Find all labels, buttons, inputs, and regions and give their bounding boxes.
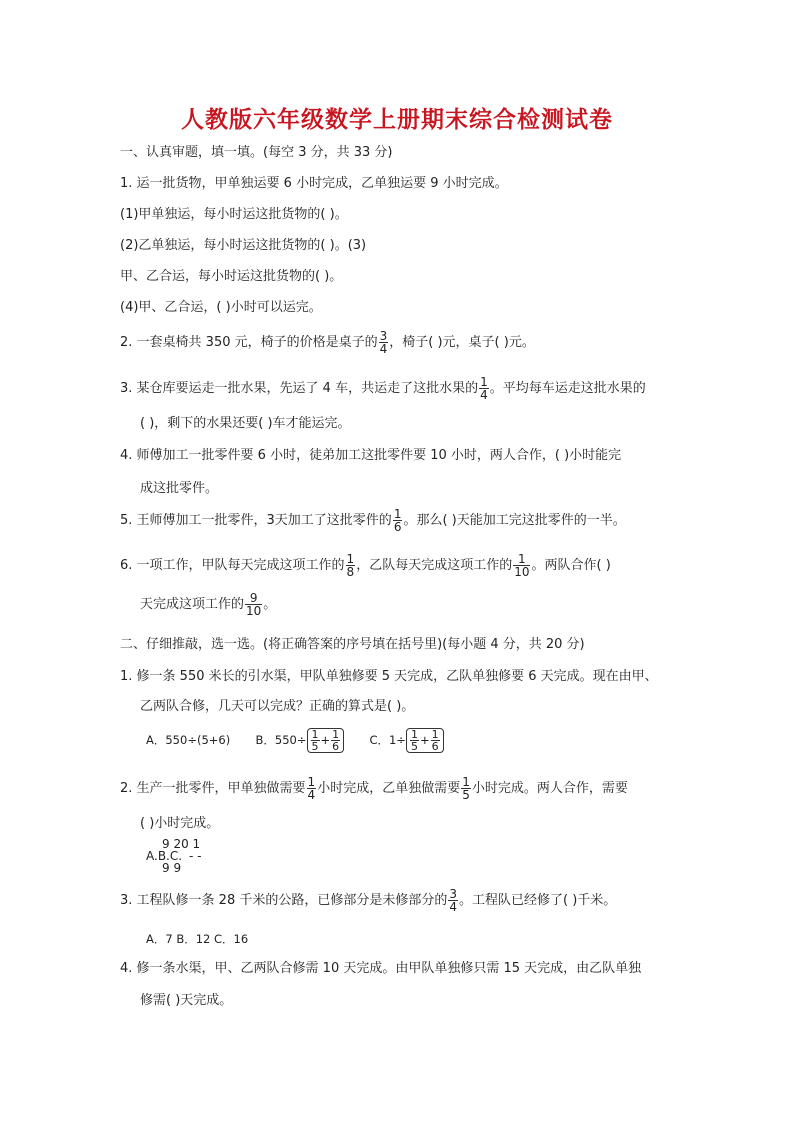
q6-text-post: 。两队合作( ) <box>531 558 611 573</box>
option-b-bracket <box>307 728 345 753</box>
q4-line1: 4. 师傅加工一批零件要 6 小时，徒弟加工这批零件要 10 小时，两人合作，( )小时能完 <box>120 448 622 463</box>
s2-q3-text-post: 。工程队已经修了( )千米。 <box>458 893 617 908</box>
fraction <box>461 776 471 801</box>
numerator: 1 <box>307 775 316 789</box>
s2-q2-text-mid: 小时完成，乙单独做需要 <box>317 781 461 796</box>
denominator: 10 <box>246 604 262 618</box>
s2-q3-options: A．7 B．12 C．16 <box>146 932 249 946</box>
fraction <box>410 729 419 752</box>
q3-line1 <box>120 376 646 401</box>
s2-q2-text-post: 小时完成。两人合作，需要 <box>471 781 628 796</box>
q6-line2-post: 。 <box>263 597 277 612</box>
numerator: 1 <box>346 552 355 566</box>
denominator: 5 <box>311 740 319 753</box>
fraction <box>311 729 320 752</box>
q5-text-pre: 5. 王师傅加工一批零件，3天加工了这批零件的 <box>120 513 392 528</box>
s2-q2-options-top: 9 20 1 <box>162 837 201 851</box>
fraction <box>307 776 317 801</box>
q6-text-mid: ，乙队每天完成这项工作的 <box>356 558 513 573</box>
q6-line1 <box>120 553 611 578</box>
q2-line <box>120 330 535 355</box>
q6-line2 <box>140 592 276 617</box>
denominator: 10 <box>514 565 530 579</box>
numerator: 1 <box>480 375 488 389</box>
s2-q3-text-pre: 3. 工程队修一条 28 千米的公路，已修部分是未修部分的 <box>120 893 448 908</box>
numerator: 1 <box>311 728 319 741</box>
fraction <box>513 553 530 578</box>
q4-line2: 成这批零件。 <box>140 481 219 496</box>
q1-part4: (4)甲、乙合运，( )小时可以运完。 <box>120 300 322 315</box>
numerator: 1 <box>518 552 526 566</box>
denominator: 4 <box>480 388 488 402</box>
s2-q4-line2: 修需( )天完成。 <box>140 993 233 1008</box>
option-b-prefix: B．550÷ <box>255 733 307 747</box>
denominator: 4 <box>379 342 388 356</box>
numerator: 3 <box>449 887 457 901</box>
q3-text-post: 。平均每车运走这批水果的 <box>489 381 646 396</box>
numerator: 3 <box>379 329 388 343</box>
q1-part1: (1)甲单独运，每小时运这批货物的( )。 <box>120 207 348 222</box>
s2-q2-line1 <box>120 776 628 801</box>
option-a: A．550÷(5+6) <box>146 733 231 747</box>
denominator: 5 <box>410 740 418 753</box>
fraction <box>245 592 262 617</box>
page-title: 人教版六年级数学上册期末综合检测试卷 <box>181 106 613 133</box>
fraction <box>379 330 389 355</box>
fraction <box>331 729 340 752</box>
fraction <box>448 888 458 913</box>
numerator: 1 <box>462 775 470 789</box>
fraction <box>393 508 403 533</box>
q3-line2: ( )，剩下的水果还要( )车才能运完。 <box>140 416 351 431</box>
plus-sign: + <box>320 733 331 747</box>
fraction <box>479 376 489 401</box>
s2-q2-text-pre: 2. 生产一批零件，甲单独做需要 <box>120 781 306 796</box>
denominator: 6 <box>332 740 340 753</box>
numerator: 1 <box>410 728 418 741</box>
q2-text-post: ，椅子( )元，桌子( )元。 <box>389 335 535 350</box>
denominator: 5 <box>462 788 470 802</box>
plus-sign: + <box>419 733 430 747</box>
q2-text-pre: 2. 一套桌椅共 350 元，椅子的价格是桌子的 <box>120 335 378 350</box>
s2-q2-options-bottom: 9 9 <box>162 861 182 875</box>
s2-q2-options-dash: - - <box>189 849 202 863</box>
q6-line2-pre: 天完成这项工作的 <box>140 597 245 612</box>
s2-q1-line2: 乙两队合修，几天可以完成？正确的算式是( )。 <box>140 699 415 714</box>
q5-text-post: 。那么( )天能加工完这批零件的一半。 <box>403 513 626 528</box>
denominator: 6 <box>431 740 439 753</box>
denominator: 6 <box>393 520 402 534</box>
denominator: 8 <box>346 565 355 579</box>
s2-q3-line <box>120 888 616 913</box>
section1-heading: 一、认真审题，填一填。(每空 3 分，共 33 分) <box>120 145 393 160</box>
numerator: 1 <box>431 728 439 741</box>
q1-part2: (2)乙单独运，每小时运这批货物的( )。(3) <box>120 238 367 253</box>
s2-q1-options <box>146 728 444 753</box>
option-c-prefix: C．1÷ <box>369 733 406 747</box>
numerator: 1 <box>332 728 340 741</box>
q3-text-pre: 3. 某仓库要运走一批水果，先运了 4 车，共运走了这批水果的 <box>120 381 479 396</box>
q5-line <box>120 508 626 533</box>
fraction <box>431 729 440 752</box>
option-c-bracket <box>406 728 444 753</box>
numerator: 9 <box>249 591 258 605</box>
q1-stem: 1. 运一批货物，甲单独运要 6 小时完成，乙单独运要 9 小时完成。 <box>120 176 508 191</box>
fraction <box>346 553 356 578</box>
s2-q1-line1: 1. 修一条 550 米长的引水渠，甲队单独修要 5 天完成，乙队单独修要 6 天完成。现在由甲、 <box>120 669 658 684</box>
q6-text-pre: 6. 一项工作，甲队每天完成这项工作的 <box>120 558 345 573</box>
section2-heading: 二、仔细推敲，选一选。(将正确答案的序号填在括号里)(每小题 4 分，共 20 分) <box>120 637 585 652</box>
s2-q4-line1: 4. 修一条水渠，甲、乙两队合修需 10 天完成。由甲队单独修只需 15 天完成，由乙队单独 <box>120 961 642 976</box>
denominator: 4 <box>307 788 316 802</box>
denominator: 4 <box>449 900 457 914</box>
q1-part3: 甲、乙合运，每小时运这批货物的( )。 <box>120 269 343 284</box>
numerator: 1 <box>393 507 402 521</box>
s2-q2-options-labels: A.B.C. <box>146 849 183 863</box>
s2-q2-line2: ( )小时完成。 <box>140 816 220 831</box>
